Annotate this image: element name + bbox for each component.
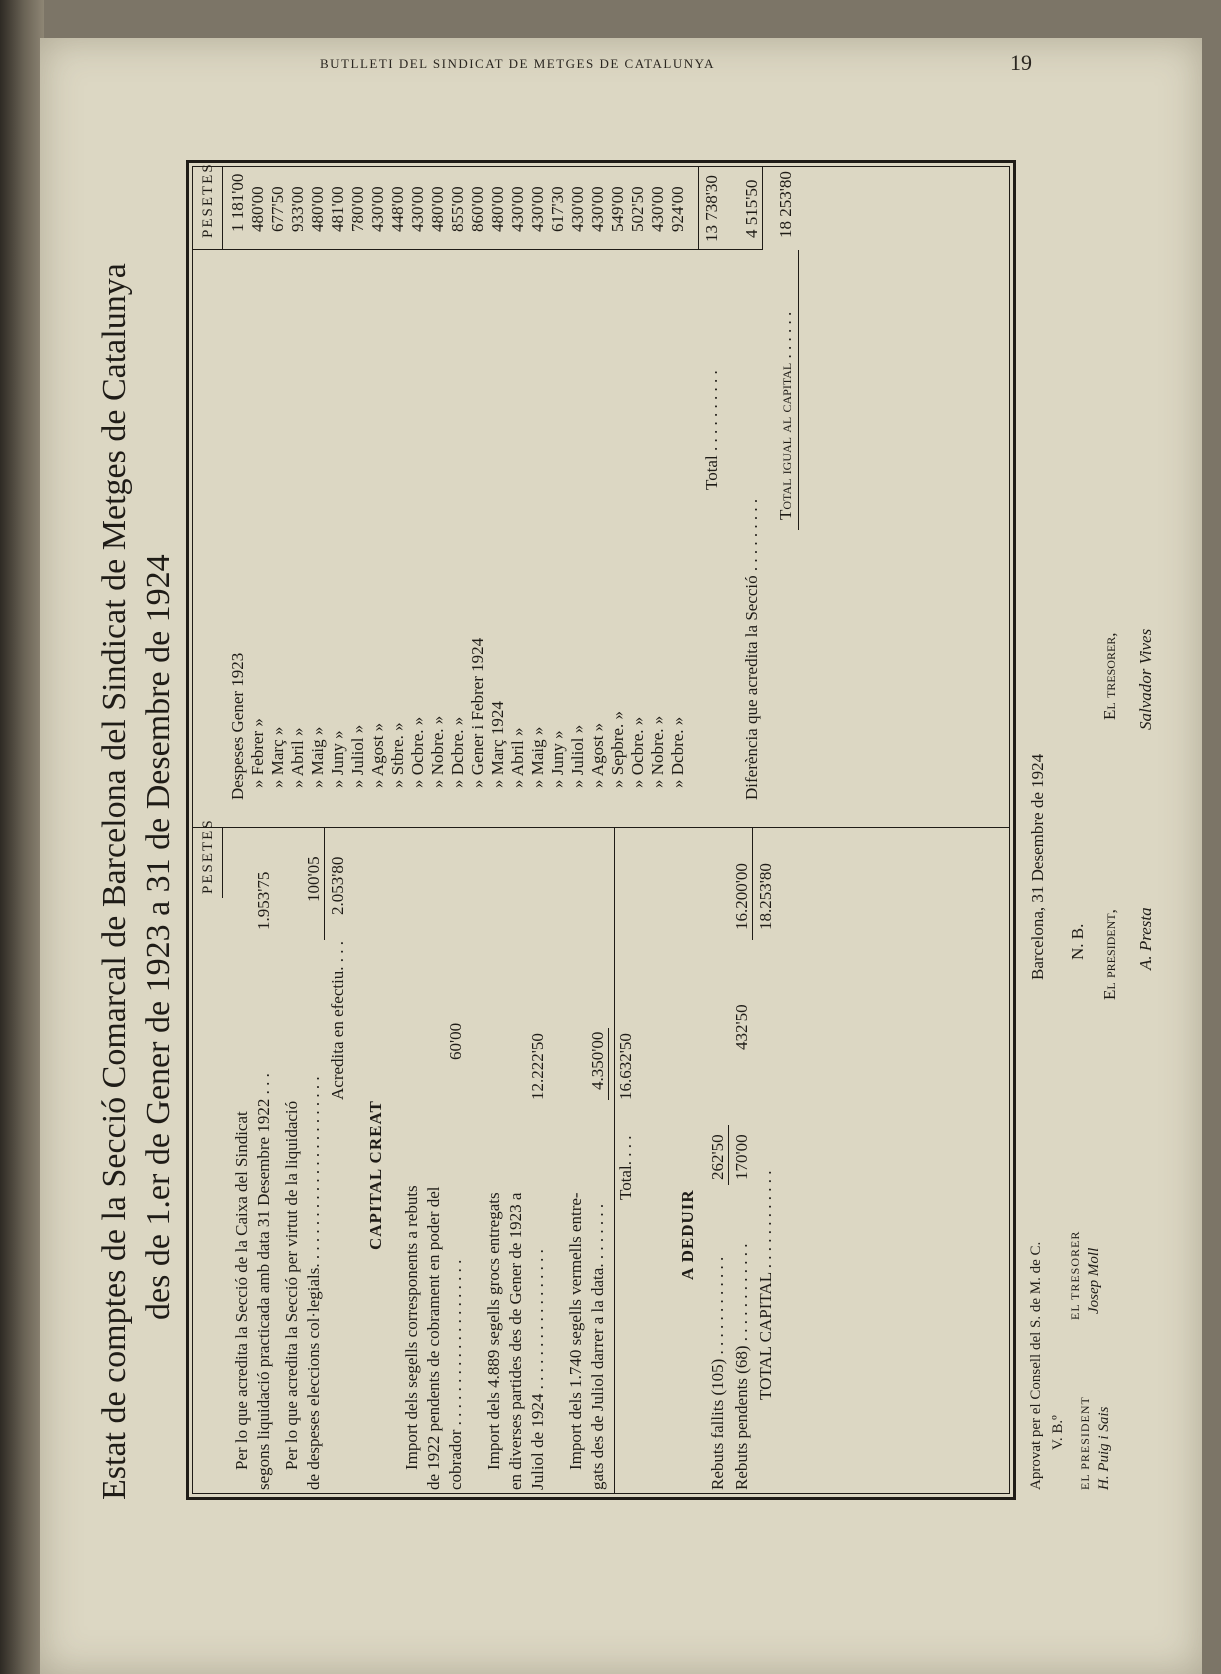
expense-row-label: » Juliol » <box>348 724 367 788</box>
p2-line1: Per lo que acredita la Secció per virtut de la liquidació <box>282 1100 301 1470</box>
expense-row-value: 430'00 <box>508 186 527 232</box>
i2-line2: en diverses partides des de Gener de 1923 a <box>506 1192 525 1490</box>
expense-row-label: » Agost » <box>368 722 387 788</box>
president-1-name: H. Puig i Sais <box>1096 1406 1112 1490</box>
acredita-value: 2.053'80 <box>328 856 347 915</box>
president-1-title: EL PRESIDENT <box>1078 1396 1092 1490</box>
p1-line2: segons liquidació practicada amb data 31 Desembre 1922 . . . <box>254 1073 273 1490</box>
acredita-label: Acredita en efectiu. . . . <box>328 940 347 1100</box>
tresorer-2-name: Salvador Vives <box>1136 628 1155 730</box>
expense-row-value: 855'00 <box>448 186 467 232</box>
expense-row-label: Despeses Gener 1923 <box>228 652 247 800</box>
expense-row-value: 430'00 <box>588 186 607 232</box>
i2-line1: Import dels 4.889 segells grocs entregats <box>484 1192 503 1470</box>
i1-line2: de 1922 pendents de cobrament en poder del <box>424 1186 443 1490</box>
total-igual-label: Total igual al capital . . . . . . <box>776 311 795 520</box>
expense-row-value: 480'00 <box>248 186 267 232</box>
expense-row-label: » Maig » <box>528 726 547 788</box>
running-head: BUTLLETI DEL SINDICAT DE METGES DE CATALUNYA <box>320 56 715 71</box>
right-total-value: 13 738'30 <box>702 175 721 242</box>
aprovat-text: Aprovat per el Consell del S. de M. de C. <box>1028 1241 1044 1490</box>
total-capital-value: 18.253'80 <box>756 863 775 930</box>
section-divider <box>614 828 615 1494</box>
i1-line1: Import dels segells corresponents a rebuts <box>402 1185 421 1470</box>
i2-value: 12.222'50 <box>528 1033 547 1100</box>
expense-row-label: » Dcbre. » <box>668 716 687 788</box>
expense-row-value: 1 181'00 <box>228 173 247 232</box>
tresorer-1-name: Josep Moll <box>1086 1247 1102 1314</box>
expense-row-value: 860'00 <box>468 186 487 232</box>
p2-value: 100'05 <box>304 856 323 902</box>
expense-row-value: 617'30 <box>548 186 567 232</box>
p1-value: 1.953'75 <box>254 871 273 930</box>
visto-bueno: V. B.º <box>1050 1415 1066 1450</box>
title-line-2: des de 1.er de Gener de 1923 a 31 de Desembre de 1924 <box>140 554 177 1320</box>
rotated-account-table <box>96 0 1206 1500</box>
expense-row-value: 430'00 <box>368 186 387 232</box>
president-2-name: A. Presta <box>1136 907 1155 970</box>
expense-row-label: » Febrer » <box>248 718 267 788</box>
expense-row-label: » Ocbre. » <box>408 716 427 788</box>
capital-creat-heading: CAPITAL CREAT <box>366 1100 385 1250</box>
president-2-title: El president, <box>1100 909 1119 1000</box>
expense-row-value: 933'00 <box>288 186 307 232</box>
rebuts-fallits-value: 262'50 <box>708 1134 727 1180</box>
page-number: 19 <box>1010 50 1032 75</box>
expense-row-label: » Sepbre. » <box>608 711 627 788</box>
expense-row-label: » Gener i Febrer 1924 <box>468 637 487 788</box>
expense-row-value: 502'50 <box>628 186 647 232</box>
total-capital-label: TOTAL CAPITAL . . . . . . . . . . . . <box>756 1170 775 1400</box>
expense-row-value: 448'00 <box>388 186 407 232</box>
diff-label: Diferència que acredita la Secció . . . . . . . . . <box>742 498 761 800</box>
expense-row-value: 480'00 <box>488 186 507 232</box>
i3-line2: gats des de Juliol darrer a la data. . . . . . . . <box>588 1203 607 1490</box>
expense-row-label: » Abril » <box>508 727 527 788</box>
p1-line1: Per lo que acredita la Secció de la Caixa del Sindicat <box>232 1111 251 1470</box>
right-total-label: Total . . . . . . . . . . <box>702 370 721 490</box>
p2-line2: de despeses eleccions col·legials. . . . . . . . . . . . . . . . . . . . . . . <box>304 1076 323 1490</box>
rebuts-pendents-value: 170'00 <box>732 1134 751 1180</box>
left-col-header: PESETES <box>200 818 216 894</box>
i1-value: 60'00 <box>446 1022 465 1060</box>
net-capital: 16.200'00 <box>732 863 751 930</box>
i1-line3: cobrador . . . . . . . . . . . . . . . . . . . . <box>446 1259 465 1490</box>
expense-row-label: » Agost » <box>588 722 607 788</box>
expense-row-label: » Març » <box>268 726 287 788</box>
expense-row-value: 780'00 <box>348 186 367 232</box>
expense-row-label: » Dcbre. » <box>448 716 467 788</box>
expense-row-value: 430'00 <box>528 186 547 232</box>
a-deduir-heading: A DEDUIR <box>678 1189 697 1280</box>
rebuts-pendents: Rebuts pendents (68) . . . . . . . . . . . . <box>732 1243 751 1490</box>
expense-row-value: 924'00 <box>668 186 687 232</box>
expense-row-value: 430'00 <box>568 186 587 232</box>
nota-bene: N. B. <box>1068 923 1087 960</box>
expense-row-value: 480'00 <box>308 186 327 232</box>
i3-value: 4.350'00 <box>588 1031 607 1090</box>
expense-row-label: » Nobre. » <box>428 715 447 788</box>
book-binding <box>0 0 44 1674</box>
expense-row-value: 430'00 <box>648 186 667 232</box>
rebuts-fallits: Rebuts fallits (105) . . . . . . . . . . . . <box>708 1256 727 1490</box>
expense-row-label: » Abril » <box>288 727 307 788</box>
expense-row-label: » Març 1924 <box>488 701 507 788</box>
expense-row-label: » Juny » <box>328 730 347 788</box>
expense-row-label: » Juliol » <box>568 724 587 788</box>
diff-value: 4 515'50 <box>742 179 761 238</box>
i3-line1: Import dels 1.740 segells vermells entre- <box>566 1192 585 1470</box>
expense-row-label: » Nobre. » <box>648 715 667 788</box>
column-divider <box>192 827 1010 828</box>
expense-row-value: 481'00 <box>328 186 347 232</box>
expense-row-value: 549'00 <box>608 186 627 232</box>
deduction-sum: 432'50 <box>732 1004 751 1050</box>
total-igual-value: 18 253'80 <box>776 171 795 238</box>
tresorer-1-title: EL TRESORER <box>1068 1230 1082 1320</box>
expense-row-label: » Ocbre. » <box>628 716 647 788</box>
expense-row-value: 677'50 <box>268 186 287 232</box>
i2-line3: Juliol de 1924 . . . . . . . . . . . . . . . . . <box>528 1249 547 1490</box>
expense-row-label: » Stbre. » <box>388 722 407 788</box>
title-line-1: Estat de comptes de la Secció Comarcal de Barcelona del Sindicat de Metges de Catalunya <box>96 263 133 1500</box>
expense-row-label: » Maig » <box>308 726 327 788</box>
right-col-header: PESETES <box>200 162 216 238</box>
expense-row-value: 430'00 <box>408 186 427 232</box>
total-label: Total. . . . <box>616 1135 635 1200</box>
total-value: 16.632'50 <box>616 1033 635 1100</box>
expense-row-value: 480'00 <box>428 186 447 232</box>
expense-row-label: » Juny » <box>548 730 567 788</box>
place-date: Barcelona, 31 Desembre de 1924 <box>1028 753 1047 980</box>
tresorer-2-title: El tresorer, <box>1100 632 1119 720</box>
